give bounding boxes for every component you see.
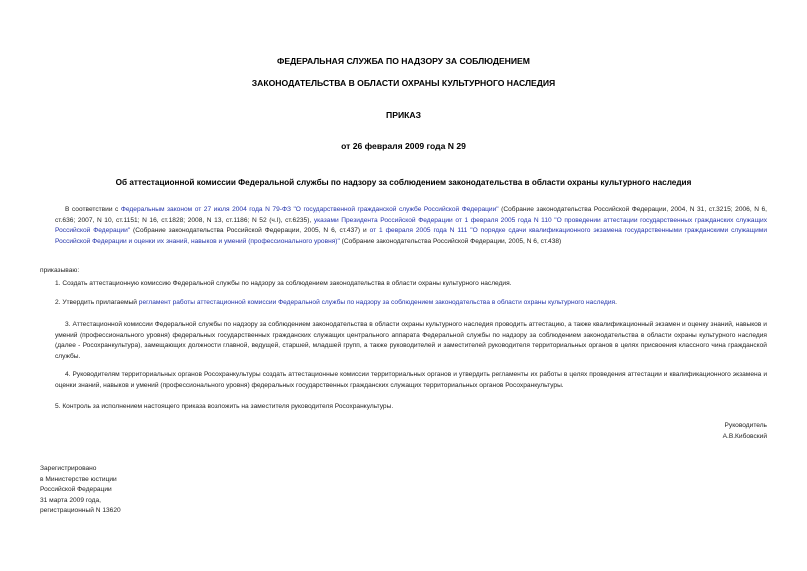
preamble-text-4: (Собрание законодательства Российской Федерации, 2005, N 6, ст.438): [339, 237, 562, 245]
document-type: ПРИКАЗ: [386, 110, 421, 120]
registration-line-5: регистрационный N 13620: [40, 507, 121, 514]
order-item-3: 3. Аттестационной комиссии Федеральной службы по надзору за соблюдением законодательства в области охраны культурного наследия проводить аттестацию, а также квалификационный экзамен и оценку знаний, навыков и умений (профессионального уровня) федеральных государственных гражданских служащих центрального аппарата Федеральной службы по надзору за соблюдением законодательства в области охраны культурного наследия (далее - Росохранкультура), замещающих должности главной, ведущей, старшей, младшей групп, а также руководителей и заместителей руководителя территориальных органов в целях присвоения классного чина гражданской службы.: [55, 321, 767, 360]
signature-position: Руководитель: [724, 422, 767, 429]
agency-name-line-2: ЗАКОНОДАТЕЛЬСТВА В ОБЛАСТИ ОХРАНЫ КУЛЬТУРНОГО НАСЛЕДИЯ: [251, 78, 556, 88]
signature-name: А.В.Кибовский: [722, 432, 767, 440]
registration-line-3: Российской Федерации: [40, 486, 112, 493]
document-date-number: от 26 февраля 2009 года N 29: [341, 141, 466, 151]
document-title: Об аттестационной комиссии Федеральной службы по надзору за соблюдением законодательства в области охраны культурного наследия: [115, 178, 692, 187]
federal-law-link[interactable]: Федеральным законом от 27 июля 2004 года N 79-ФЗ "О государственной гражданской службе Российской Федерации": [120, 206, 499, 213]
presidential-decree-111-link[interactable]: от 1 февраля 2005 года N 111 "О порядке сдачи квалификационного экзамена государственными гражданскими служащими Российской Федерации и оценки их знаний, навыков и умений (профессионального уровня)": [55, 227, 767, 245]
order-item-2-text: 2. Утвердить прилагаемый: [55, 299, 139, 306]
registration-line-4: 31 марта 2009 года,: [40, 496, 101, 504]
preamble-text-2: (Собрание законодательства Российской Федерации, 2004, N 31, ст.3215; 2006, N 6, ст.636; 2007, N 10, ст.1151; N 16, ст.1828; 2008, N 13, ст.1186; N 52 (ч.I), ст.6235),: [55, 206, 767, 224]
registration-line-2: в Министерстве юстиции: [40, 475, 117, 483]
agency-name-line-1: ФЕДЕРАЛЬНАЯ СЛУЖБА ПО НАДЗОРУ ЗА СОБЛЮДЕНИЕМ: [277, 56, 530, 66]
registration-block: [40, 464, 121, 517]
order-item-2-end: .: [615, 299, 617, 306]
order-item-4: 4. Руководителям территориальных органов Росохранкультуры создать аттестационные комиссии территориальных органов и утвердить регламенты их работы в целях проведения аттестации и квалификационного экзамена и оценки знаний, навыков и умений (профессионального уровня) федеральных государственных гражданских служащих территориальных органов Росохранкультуры.: [55, 371, 767, 389]
preamble-text-1: В соответствии с: [65, 206, 121, 213]
commission-regulation-link[interactable]: регламент работы аттестационной комиссии Федеральной службы по надзору за соблюдением законодательства в области охраны культурного наследия: [138, 299, 616, 306]
order-item-5: 5. Контроль за исполнением настоящего приказа возложить на заместителя руководителя Росохранкультуры.: [55, 403, 394, 410]
preamble-paragraph: [55, 205, 767, 247]
signature-block: [723, 421, 767, 442]
preamble-text-3: (Собрание законодательства Российской Федерации, 2005, N 6, ст.437) и: [130, 227, 370, 234]
order-item-2: [55, 298, 617, 308]
presidential-decree-110-link[interactable]: указами Президента Российской Федерации от 1 февраля 2005 года N 110 "О проведении аттестации государственных гражданских служащих Российской Федерации": [55, 216, 767, 234]
order-item-1: 1. Создать аттестационную комиссию Федеральной службы по надзору за соблюдением законодательства в области охраны культурного наследия.: [55, 280, 512, 287]
order-word: приказываю:: [40, 267, 80, 274]
registration-line-1: Зарегистрировано: [40, 465, 97, 472]
